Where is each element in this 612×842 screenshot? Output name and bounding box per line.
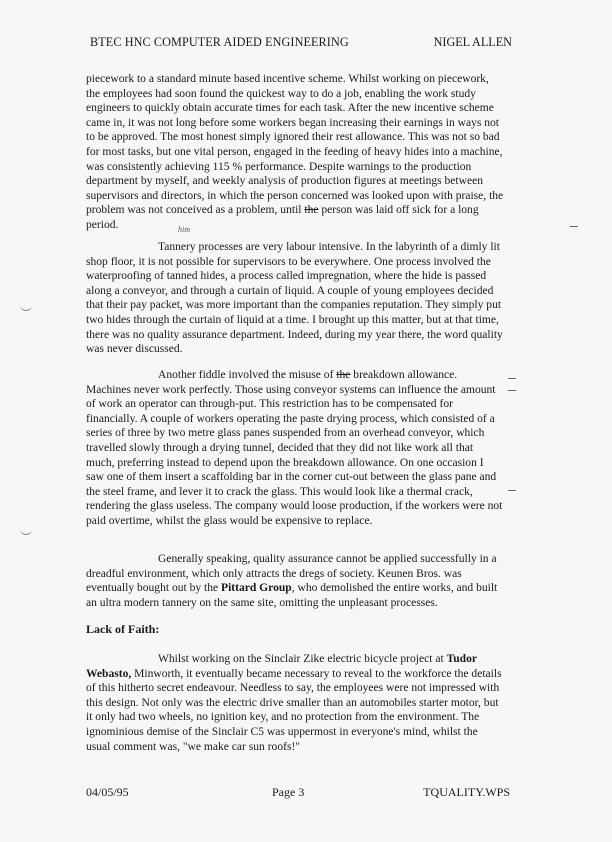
paragraph-text: person was laid off sick for a long period. — [86, 204, 479, 231]
struck-word: the — [336, 369, 351, 381]
struck-word: the — [304, 204, 319, 217]
paragraph-text: Whilst working on the Sinclair Zike electric bicycle project at — [158, 653, 447, 665]
paragraph-text: piecework to a standard minute based incentive scheme. Whilst working on piecework, the employees had soon found the quickest way to do a job, enabling the work study engineers to quickly obtain accurate times for each task. After the new incentive scheme came in, it was not long before some workers began increasing their earnings in ways not to be approved. The most honest simply ignored their rest allowance. This was not so bad for most tasks, but one vital person, engaged in the feeding of heavy hides into a machine, was consistently achieving 115 % performance. Despite warnings to the production department by myself, and weekly analysis of production figures at meetings between supervisors and directors, in which the person concerned was looked upon with praise, the problem was not conceived as a problem, until — [86, 73, 504, 217]
paragraph-text: breakdown allowance. Machines never work perfectly. Those using conveyor systems can influence the amount of work an operator can through-put. This restriction has to be compensated for financially. A couple of workers operating the paste drying process, which consisted of a series of three by two metre glass panes suspended from an overhead conveyor, which travelled slowly through a drying tunnel, decided that they did not like work all that much, preferring instead to depend upon the breakdown allowance. On one occasion I saw one of them insert a scaffolding bar in the corner cut-out between the glass pane and the steel frame, and lever it to crack the glass. This would look like a thermal crack, rendering the glass useless. The company would loose production, if the workers were not paid overtime, whilst the glass would be expensive to replace. — [86, 369, 503, 527]
paragraph-piecework — [86, 72, 504, 233]
margin-mark — [508, 390, 516, 391]
footer-date: 04/05/95 — [86, 785, 129, 799]
company-name: Tudor Webasto, — [86, 653, 477, 680]
margin-mark — [570, 226, 578, 227]
margin-mark — [508, 490, 516, 491]
paragraph-text: , who demolished the entire works, and built an ultra modern tannery on the same site, omitting the unpleasant processes. — [86, 582, 498, 609]
company-name: Pittard Group — [221, 582, 292, 595]
punch-hole-mark — [20, 526, 32, 535]
header-author: NIGEL ALLEN — [433, 35, 512, 49]
paragraph-text: Tannery processes are very labour intensive. In the labyrinth of a dimly lit shop floor, it is not possible for supervisors to be everywhere. One process involved the waterproofing of tanned hides, a process called impregnation, where the hide is passed along a conveyor, and through a curtain of liquid. A couple of young employees decided that their pay packet, was more important than the companies reputation. They simply put two hides through the curtain of liquid at a time. I brought up this matter, but at that time, there was no quality assurance department. Indeed, during my year there, the word quality was never discussed. — [86, 241, 503, 356]
paragraph-text: Another fiddle involved the misuse of — [158, 369, 337, 381]
handwritten-annotation: him — [178, 225, 190, 234]
paragraph-sinclair-zike — [86, 652, 504, 754]
paragraph-text: Minworth, it eventually became necessary to reveal to the workforce the details of this hitherto secret endeavour. Needless to say, the employees were not impressed with this design. Not only was the electric drive smaller than an automobiles starter motor, but it only had two wheels, no ignition key, and no protection from the environment. The ignominious demise of the Sinclair C5 was uppermost in everyone's mind, whilst the usual comment was, "we make car sun roofs!" — [86, 667, 502, 753]
paragraph-text: Generally speaking, quality assurance cannot be applied successfully in a dreadful environment, which only attracts the dregs of society. Keunen Bros. was eventually bought out by the — [86, 553, 497, 595]
section-heading: Lack of Faith: — [86, 622, 160, 636]
paragraph-breakdown-allowance — [86, 368, 504, 529]
margin-mark — [508, 378, 516, 379]
footer-page-number: Page 3 — [272, 785, 305, 799]
paragraph-quality-assurance — [86, 552, 504, 610]
footer-filename: TQUALITY.WPS — [423, 785, 510, 799]
header-course-title: BTEC HNC COMPUTER AIDED ENGINEERING — [90, 35, 349, 49]
paragraph-tannery-processes — [86, 240, 504, 357]
punch-hole-mark — [20, 302, 32, 311]
